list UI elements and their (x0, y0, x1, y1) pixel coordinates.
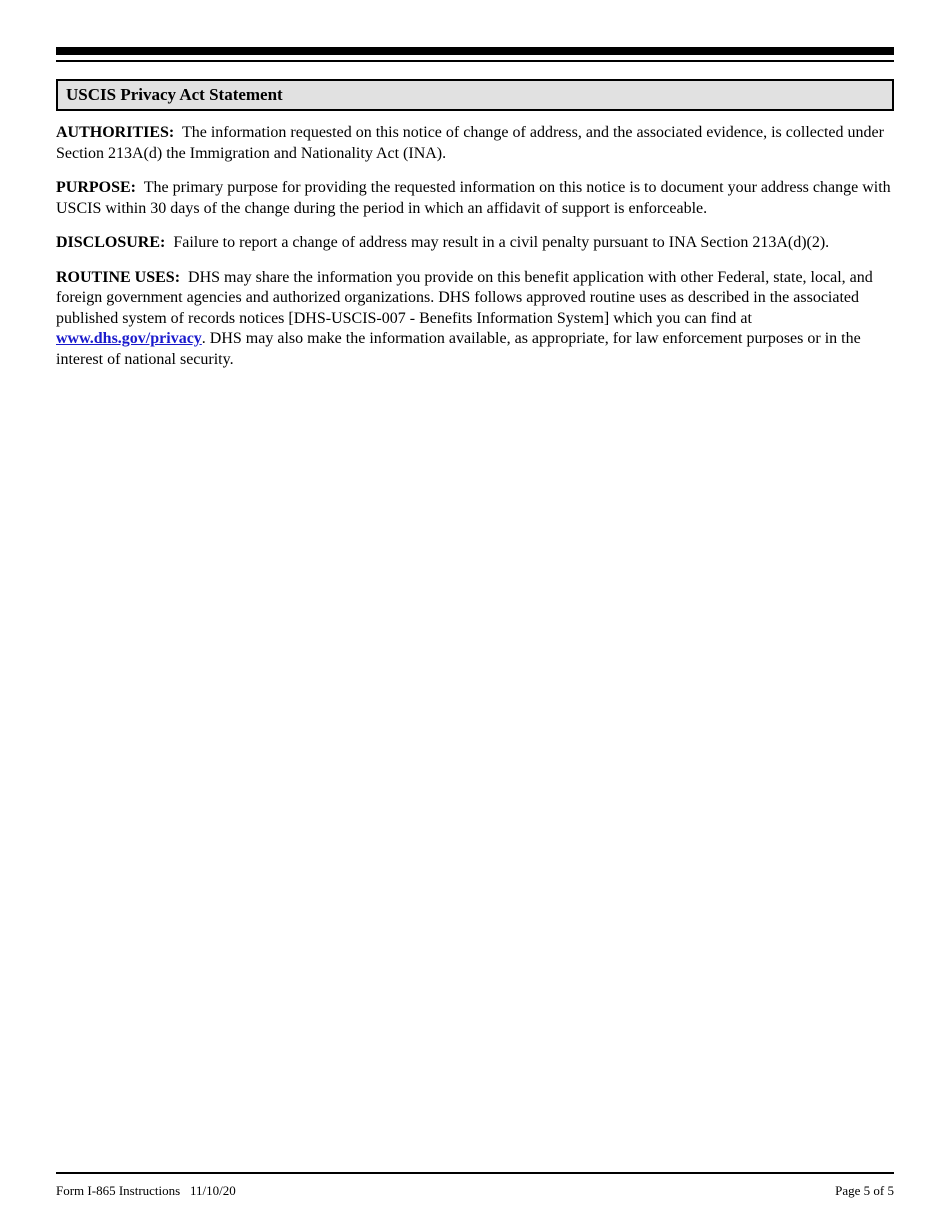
footer-form-name: Form I-865 Instructions (56, 1183, 181, 1198)
purpose-label: PURPOSE: (56, 179, 136, 196)
footer-rule (56, 1172, 894, 1174)
routine-uses-paragraph (56, 268, 896, 371)
disclosure-paragraph (56, 233, 896, 254)
top-thick-rule (56, 47, 894, 55)
dhs-privacy-link[interactable]: www.dhs.gov/privacy (56, 330, 202, 347)
footer-edition-date: 11/10/20 (189, 1183, 236, 1198)
disclosure-text: Failure to report a change of address may result in a civil penalty pursuant to INA Section 213A(d)(2). (173, 234, 830, 251)
authorities-paragraph (56, 123, 896, 164)
purpose-paragraph (56, 178, 896, 219)
purpose-text: The primary purpose for providing the requested information on this notice is to document your address change with USCIS within 30 days of the change during the period in which an affidavit of support is enforceable. (56, 179, 891, 217)
section-title: USCIS Privacy Act Statement (66, 85, 283, 104)
authorities-text: The information requested on this notice of change of address, and the associated evidence, is collected under Section 213A(d) the Immigration and Nationality Act (INA). (56, 124, 884, 162)
routine-uses-text-after-link: . DHS may also make the information available, as appropriate, for law enforcement purposes or in the interest of national security. (56, 330, 861, 368)
footer-form-info (56, 1183, 236, 1199)
routine-uses-text-before-link: DHS may share the information you provide on this benefit application with other Federal, state, local, and foreign government agencies and authorized organizations. DHS follows approved routine uses as described in the associated published system of records notices [DHS-USCIS-007 - Benefits Information System] which you can find at (56, 268, 873, 327)
section-header-box (56, 79, 894, 111)
disclosure-label: DISCLOSURE: (56, 234, 166, 251)
routine-uses-label: ROUTINE USES: (56, 268, 181, 286)
footer-page-number: Page 5 of 5 (835, 1183, 894, 1198)
top-thin-rule (56, 60, 894, 62)
authorities-label: AUTHORITIES: (56, 124, 175, 141)
privacy-statement-body (56, 123, 896, 384)
